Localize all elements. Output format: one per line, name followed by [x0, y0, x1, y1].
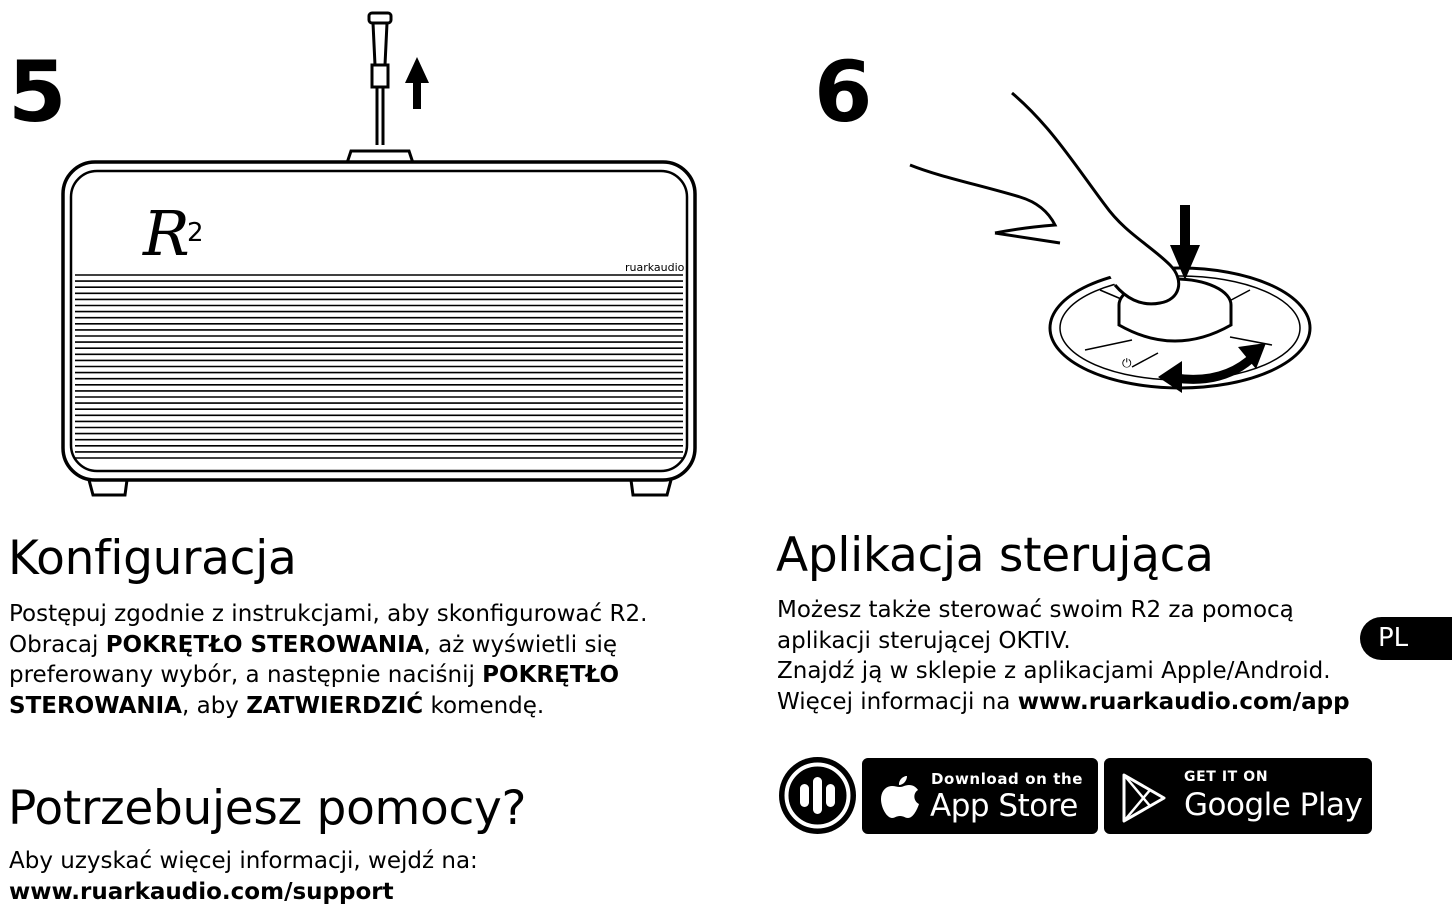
help-heading: Potrzebujesz pomocy? — [8, 781, 527, 836]
app-store-big-text: App Store — [930, 788, 1078, 824]
app-text — [777, 595, 1417, 717]
app-text-line-4: Więcej informacji na — [777, 688, 1018, 715]
app-text-line-1: Możesz także sterować swoim R2 za pomocą — [777, 597, 1294, 623]
app-text-line-2: aplikacji sterującej OKTIV. — [777, 627, 1071, 654]
oktiv-app-icon[interactable] — [779, 757, 856, 834]
speaker-grille — [75, 275, 683, 458]
power-icon: ⏻ — [1122, 356, 1132, 370]
app-heading: Aplikacja sterująca — [776, 528, 1214, 583]
app-link[interactable]: www.ruarkaudio.com/app — [1017, 688, 1350, 715]
antenna — [347, 13, 413, 163]
step-number-6: 6 — [814, 43, 873, 141]
setup-confirm: ZATWIERDZIĆ — [246, 692, 424, 719]
step-number-5: 5 — [8, 43, 67, 141]
setup-text-3: , aby — [181, 692, 247, 719]
google-play-badge[interactable] — [1104, 758, 1372, 834]
google-play-big-text: Google Play — [1184, 787, 1363, 823]
google-play-logo-icon — [1120, 772, 1170, 824]
app-store-badge[interactable] — [862, 758, 1098, 834]
support-link[interactable]: www.ruarkaudio.com/support — [9, 878, 394, 905]
apple-logo-icon — [880, 772, 920, 820]
setup-instructions — [9, 599, 709, 721]
r2-logo-letter: R — [143, 197, 190, 270]
r2-logo — [142, 197, 204, 270]
setup-control-knob-2: POKRĘTŁO STEROWANIA — [9, 662, 620, 719]
brand-label: ruarkaudio — [625, 261, 685, 274]
r2-logo-number: 2 — [187, 218, 204, 248]
control-knob-illustration — [900, 85, 1330, 415]
radio-illustration — [55, 5, 715, 500]
language-tab: PL — [1360, 617, 1452, 660]
oktiv-bars-icon — [779, 757, 856, 834]
setup-text-1: Postępuj zgodnie z instrukcjami, aby skonfigurować R2. Obracaj — [9, 601, 648, 658]
app-text-line-3: Znajdź ją w sklepie z aplikacjami Apple/Android. — [777, 658, 1331, 684]
help-text — [9, 846, 709, 907]
arrow-up-icon — [405, 57, 429, 109]
help-text-1: Aby uzyskać więcej informacji, wejdź na: — [9, 848, 478, 874]
setup-text-2: , aż wyświetli się preferowany wybór, a następnie naciśnij — [9, 631, 618, 688]
setup-control-knob-1: POKRĘTŁO STEROWANIA — [105, 631, 424, 658]
app-store-small-text: Download on the — [931, 770, 1084, 788]
setup-heading: Konfiguracja — [8, 531, 297, 586]
google-play-small-text: GET IT ON — [1184, 769, 1269, 785]
setup-text-4: komendę. — [423, 692, 545, 719]
